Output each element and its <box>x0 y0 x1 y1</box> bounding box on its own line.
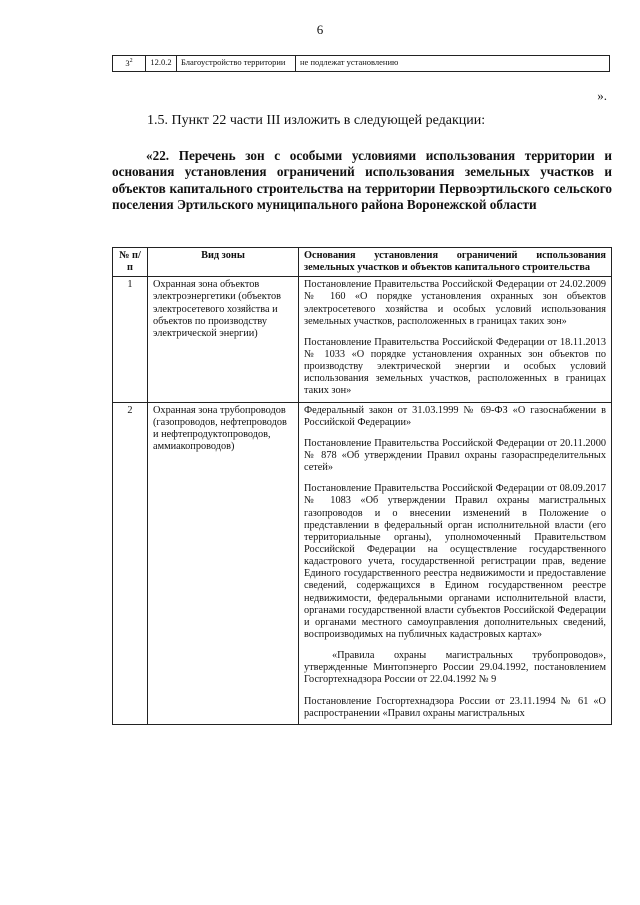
basis-cell <box>299 402 612 724</box>
basis-item: Федеральный закон от 31.03.1999 № 69-ФЗ «О газоснабжении в Российской Федерации» <box>304 404 606 428</box>
table-row <box>113 56 610 72</box>
amendment-paragraph: 1.5. Пункт 22 части III изложить в следующей редакции: <box>147 113 486 128</box>
basis-item: Постановление Правительства Российской Федерации от 08.09.2017 № 1083 «Об утверждении Правил охраны магистральных газопроводов и о внесении изменений в Положение о представлении в федеральный орган исполнительной власти (его территориальные органы), уполномоченный Правительством Российской Федерации на осуществление государственного кадастрового учета, государственной регистрации прав, ведение Единого государственного реестра недвижимости и предоставление сведений, содержащихся в Едином государственном реестре недвижимости, федеральными органами исполнительной власти, органами государственной власти субъектов Российской Федерации и органами местного самоуправления дополнительных сведений, воспроизводимых на публичных кадастровых картах» <box>304 483 606 640</box>
zone-cell: Охранная зона трубопроводов (газопроводов, нефтепроводов и нефтепродуктопроводов, аммиакопроводов) <box>148 402 299 724</box>
previous-table-fragment <box>112 55 610 72</box>
code-cell: 12.0.2 <box>146 56 177 72</box>
row-number: 1 <box>113 277 148 402</box>
table-header-row <box>113 248 612 277</box>
closing-quote: ». <box>597 88 607 103</box>
section-number: «22. <box>146 148 170 163</box>
basis-item: Постановление Правительства Российской Федерации от 20.11.2000 № 878 «Об утверждении Правил охраны газораспределительных сетей» <box>304 437 606 474</box>
basis-item: Постановление Правительства Российской Федерации от 18.11.2013 № 1033 «О порядке установления охранных зон объектов по производству электрической энергии и особых условий использования земельных участков, расположенных в границах таких зон» <box>304 336 606 397</box>
header-basis: Основания установления ограничений использования земельных участков и объектов капитального строительства <box>299 248 612 277</box>
section-title: Перечень зон с особыми условиями использования территории и основания установления ограничений использования земельных участков и объектов капитального строительства на территории Первоэртильского сельского поселения Эртильского муниципального района Воронежской области <box>112 148 612 213</box>
zones-table <box>112 247 612 725</box>
section-heading <box>112 148 612 213</box>
zone-cell: Охранная зона объектов электроэнергетики (объектов электросетевого хозяйства и объектов по производству электрической энергии) <box>148 277 299 402</box>
row-number: 2 <box>113 402 148 724</box>
header-num: № п/п <box>113 248 148 277</box>
basis-item: «Правила охраны магистральных трубопроводов», утвержденные Минтопэнерго России 29.04.1992, постановлением Госгортехнадзора России от 22.04.1992 № 9 <box>304 650 606 686</box>
table-row <box>113 402 612 724</box>
basis-cell <box>299 277 612 402</box>
page-number: 6 <box>316 22 324 37</box>
name-cell: Благоустройство территории <box>177 56 296 72</box>
value-cell: не подлежат установлению <box>296 56 610 72</box>
header-zone: Вид зоны <box>148 248 299 277</box>
row-number: $3^2$ <box>113 56 146 72</box>
table-row <box>113 277 612 402</box>
basis-item: Постановление Правительства Российской Федерации от 24.02.2009 № 160 «О порядке установления охранных зон объектов электросетевого хозяйства и особых условий использования земельных участков, расположенных в границах таких зон» <box>304 279 606 327</box>
basis-item: Постановление Госгортехнадзора России от 23.11.1994 № 61 «О распространении «Правил охраны магистральных <box>304 695 606 719</box>
